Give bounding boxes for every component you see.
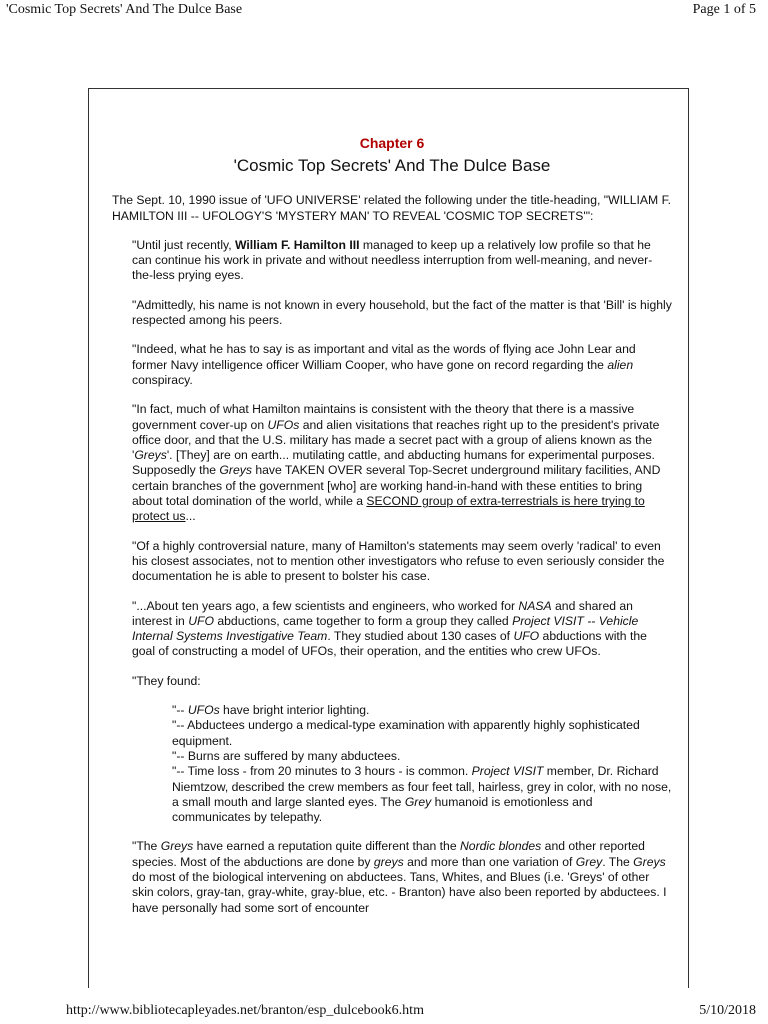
list-item: "-- Burns are suffered by many abductees. <box>172 748 401 763</box>
paragraph-1: "Until just recently, William F. Hamilton III managed to keep up a relatively low profile so that he can continue his work in private and without needless interruption from well-meaning, and never-the-less prying eyes. <box>132 237 653 283</box>
article-title: 'Cosmic Top Secrets' And The Dulce Base <box>233 156 551 176</box>
chapter-heading: Chapter 6 <box>359 135 425 151</box>
list-item: "-- Time loss - from 20 minutes to 3 hours - is common. Project VISIT member, Dr. Richard Niemtzow, described the crew members as four feet tall, hairless, grey in color, with no nose, a small mouth and large slanted eyes. The Grey humanoid is emotionless and communicates by telepathy. <box>172 764 672 825</box>
paragraph-7: "They found: <box>132 673 201 688</box>
paragraph-6: "...About ten years ago, a few scientists and engineers, who worked for NASA and shared an interest in UFO abductions, came together to form a group they called Project VISIT -- Vehicle Internal Systems Investigative Team. They studied about 130 cases of UFO abductions with the goal of constructing a model of UFOs, their operation, and the entities who crew UFOs. <box>132 598 647 659</box>
findings-list <box>172 703 672 825</box>
quoted-article <box>132 238 672 916</box>
page-number: Page 1 of 5 <box>692 2 756 17</box>
underlined-phrase: SECOND group of extra-terrestrials is here trying to protect us <box>132 494 645 524</box>
intro-paragraph: The Sept. 10, 1990 issue of 'UFO UNIVERSE' related the following under the title-heading, "WILLIAM F. HAMILTON III -- UFOLOGY'S 'MYSTERY MAN' TO REVEAL 'COSMIC TOP SECRETS'": <box>112 193 672 223</box>
paragraph-4: "In fact, much of what Hamilton maintains is consistent with the theory that there is a massive government cover-up on UFOs and alien visitations that reaches right up to the president's private office door, and that the U.S. military has made a secret pact with a group of aliens known as the 'Greys'. [They] are on earth... mutilating cattle, and abducting humans for experimental purposes. Supposedly the Greys have TAKEN OVER several Top-Secret underground military facilities, AND certain branches of the government [who] are working hand-in-hand with these entities to bring about total domination of the world, while a SECOND group of extra-terrestrials is here trying to protect us... <box>132 402 661 524</box>
paragraph-5: "Of a highly controversial nature, many of Hamilton's statements may seem overly 'radical' to even his closest associates, not to mention other investigators who refuse to even seriously consider the documentation he is able to present to bolster his case. <box>132 538 665 584</box>
print-footer <box>0 1003 768 1023</box>
list-item: "-- UFOs have bright interior lighting. <box>172 703 370 718</box>
print-date: 5/10/2018 <box>699 1003 756 1018</box>
header-title: 'Cosmic Top Secrets' And The Dulce Base <box>6 2 243 17</box>
paragraph-8: "The Greys have earned a reputation quite different than the Nordic blondes and other reported species. Most of the abductions are done by greys and more than one variation of Grey. The Greys do most of the biological intervening on abductees. Tans, Whites, and Blues (i.e. 'Greys' of other skin colors, gray-tan, gray-white, gray-blue, etc. - Branton) have also been reported by abductees. I have personally had some sort of encounter <box>132 839 667 915</box>
paragraph-3: "Indeed, what he has to say is as important and vital as the words of flying ace John Lear and former Navy intelligence officer William Cooper, who have gone on record regarding the alien conspiracy. <box>132 342 636 387</box>
paragraph-2: "Admittedly, his name is not known in every household, but the fact of the matter is that 'Bill' is highly respected among his peers. <box>132 297 672 328</box>
person-name: William F. Hamilton III <box>235 237 360 252</box>
source-url: http://www.bibliotecapleyades.net/branton/esp_dulcebook6.htm <box>66 1003 424 1018</box>
print-header <box>0 0 768 26</box>
article-content <box>112 136 672 930</box>
list-item: "-- Abductees undergo a medical-type examination with apparently highly sophisticated equipment. <box>172 718 640 748</box>
